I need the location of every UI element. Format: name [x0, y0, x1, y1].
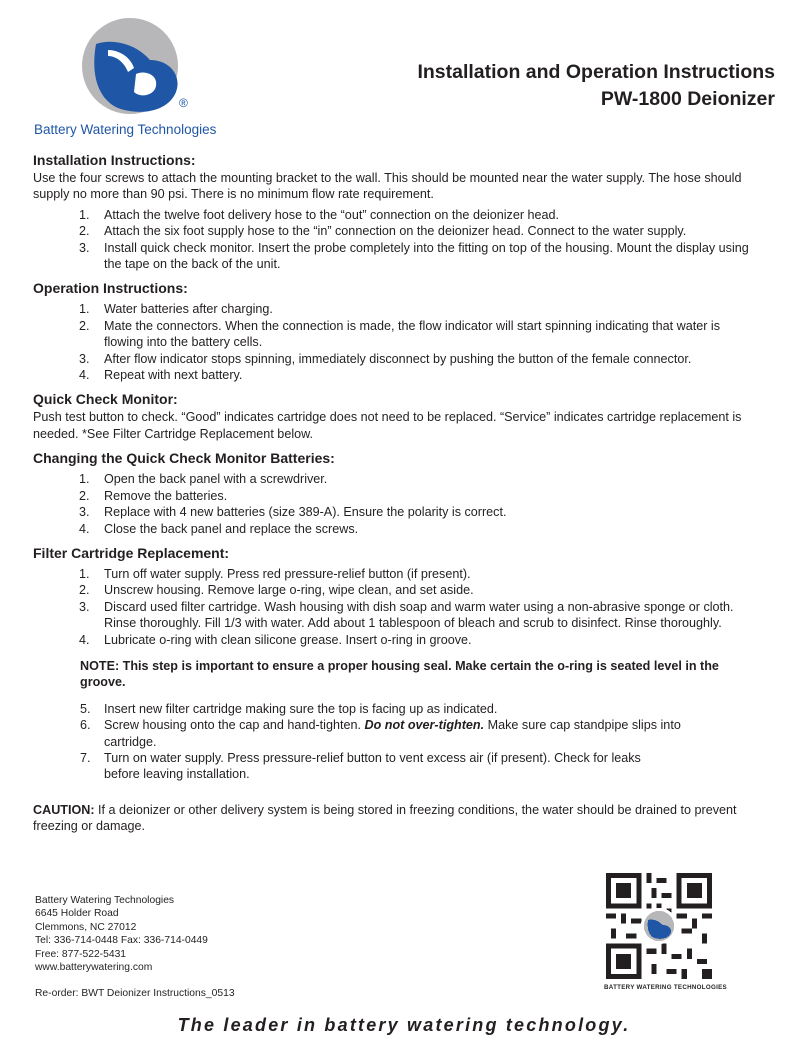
- filter-heading: Filter Cartridge Replacement:: [33, 544, 230, 561]
- batteries-heading: Changing the Quick Check Monitor Batteries:: [33, 450, 335, 467]
- step-text: Attach the twelve foot delivery hose to the “out” connection on the deionizer head.: [104, 207, 560, 222]
- step-number: 1.: [79, 302, 90, 317]
- step-number: 2.: [79, 318, 90, 333]
- step-text: Mate the connectors. When the connection is made, the flow indicator will start spinning indicating that water is flowing into the battery cells.: [104, 318, 721, 350]
- list-item: [33, 582, 761, 598]
- caution-label: CAUTION:: [33, 802, 95, 817]
- installation-steps: [33, 207, 761, 273]
- step-text: Insert new filter cartridge making sure the top is facing up as indicated.: [104, 701, 498, 716]
- list-item: [33, 566, 761, 582]
- step-text: Unscrew housing. Remove large o-ring, wipe clean, and set aside.: [104, 583, 474, 598]
- step-number: 4.: [79, 632, 90, 647]
- installation-heading: Installation Instructions:: [33, 152, 196, 168]
- step-number: 7.: [80, 750, 91, 765]
- title-line-1: Installation and Operation Instructions: [417, 61, 775, 83]
- step-emphasis: Do not over-tighten.: [364, 718, 485, 733]
- list-item: [33, 240, 761, 273]
- registered-mark: ®: [179, 96, 188, 110]
- step-text: Remove the batteries.: [104, 488, 228, 503]
- list-item: [33, 367, 761, 383]
- step-text: Turn on water supply. Press pressure-relief button to vent excess air (if present). Check for leaks before leaving installation.: [104, 750, 641, 782]
- title-line-2: PW-1800 Deionizer: [600, 88, 775, 110]
- filter-steps-continued: [33, 701, 761, 783]
- caution-notice: [33, 802, 761, 835]
- installation-section: [33, 151, 761, 272]
- step-number: 3.: [79, 240, 90, 255]
- list-item: [33, 301, 761, 317]
- step-number: 1.: [79, 472, 90, 487]
- step-text: Close the back panel and replace the screws.: [104, 521, 359, 536]
- step-text: Attach the six foot supply hose to the “in” connection on the deionizer head. Connect to the water supply.: [104, 224, 687, 239]
- list-item: [33, 717, 761, 750]
- company-address: [35, 894, 208, 974]
- step-number: 3.: [79, 351, 90, 366]
- step-text-continued: Make sure cap standpipe slips into cartridge.: [104, 718, 681, 749]
- qr-code-icon[interactable]: [606, 873, 712, 979]
- reorder-text: Re-order: BWT Deionizer Instructions_0513: [35, 988, 235, 999]
- step-number: 2.: [79, 583, 90, 598]
- batteries-steps: [33, 471, 761, 537]
- list-item: [33, 599, 761, 632]
- step-text: Open the back panel with a screwdriver.: [104, 472, 328, 487]
- list-item: [33, 701, 761, 717]
- step-number: 2.: [79, 488, 90, 503]
- filter-section: [33, 544, 761, 783]
- operation-heading: Operation Instructions:: [33, 280, 188, 297]
- quick-check-section: [33, 390, 761, 442]
- address-phones: Tel: 336-714-0448 Fax: 336-714-0449: [35, 935, 208, 947]
- step-text: Screw housing onto the cap and hand-tighten.: [104, 718, 365, 733]
- address-company: Battery Watering Technologies: [35, 895, 175, 906]
- operation-steps: [33, 301, 761, 383]
- step-number: 5.: [80, 701, 91, 716]
- step-number: 4.: [79, 521, 90, 536]
- qr-caption: BATTERY WATERING TECHNOLOGIES: [604, 984, 727, 991]
- list-item: [33, 488, 761, 504]
- company-logo: [34, 16, 234, 141]
- list-item: [33, 521, 761, 537]
- step-number: 2.: [79, 224, 90, 239]
- step-text: Replace with 4 new batteries (size 389-A). Ensure the polarity is correct.: [104, 505, 507, 520]
- list-item: [33, 351, 761, 367]
- address-free: Free: 877-522-5431: [35, 948, 127, 960]
- list-item: [33, 207, 761, 223]
- list-item: [33, 504, 761, 520]
- list-item: [33, 223, 761, 239]
- step-number: 1.: [79, 566, 90, 581]
- list-item: [33, 318, 761, 351]
- step-text: After flow indicator stops spinning, immediately disconnect by pushing the button of the female connector.: [104, 351, 692, 366]
- step-text: Lubricate o-ring with clean silicone grease. Insert o-ring in groove.: [104, 632, 472, 647]
- step-text: Water batteries after charging.: [104, 302, 273, 317]
- step-text: Install quick check monitor. Insert the probe completely into the fitting on top of the housing. Mount the display using the tape on the back of the unit.: [104, 240, 749, 272]
- operation-section: [33, 279, 761, 383]
- instructions-body: [33, 151, 761, 835]
- step-number: 1.: [79, 207, 90, 222]
- document-title: [417, 59, 775, 113]
- caution-text: If a deionizer or other delivery system is being stored in freezing conditions, the water should be drained to prevent freezing or damage.: [33, 802, 737, 834]
- step-text: Repeat with next battery.: [104, 368, 243, 383]
- address-web[interactable]: www.batterywatering.com: [35, 962, 153, 974]
- step-number: 3.: [79, 505, 90, 520]
- quick-check-heading: Quick Check Monitor:: [33, 391, 178, 408]
- list-item: [33, 471, 761, 487]
- filter-note: NOTE: This step is important to ensure a proper housing seal. Make certain the o-ring is seated level in the groove.: [80, 658, 719, 690]
- filter-steps: [33, 566, 761, 648]
- address-street: 6645 Holder Road: [35, 908, 119, 920]
- step-number: 3.: [79, 599, 90, 614]
- step-number: 4.: [79, 368, 90, 383]
- list-item: [33, 632, 761, 648]
- step-text: Turn off water supply. Press red pressure-relief button (if present).: [104, 566, 471, 581]
- step-number: 6.: [80, 718, 91, 733]
- tagline: The leader in battery watering technology.: [177, 1015, 631, 1035]
- logo-company-name: Battery Watering Technologies: [34, 122, 217, 137]
- installation-intro: Use the four screws to attach the mounting bracket to the wall. This should be mounted near the water supply. The hose should supply no more than 90 psi. There is no minimum flow rate requirement.: [33, 171, 742, 202]
- list-item: [33, 750, 761, 783]
- quick-check-text: Push test button to check. “Good” indicates cartridge does not need to be replaced. “Service” indicates cartridge replacement is needed. *See Filter Cartridge Replacement below.: [33, 410, 742, 441]
- batteries-section: [33, 449, 761, 537]
- address-city: Clemmons, NC 27012: [35, 921, 137, 933]
- step-text: Discard used filter cartridge. Wash housing with dish soap and warm water using a non-abrasive sponge or cloth. Rinse thoroughly. Fill 1/3 with water. Add about 1 tablespoon of bleach and scrub to disinfect. Rinse thoroughly.: [104, 599, 734, 631]
